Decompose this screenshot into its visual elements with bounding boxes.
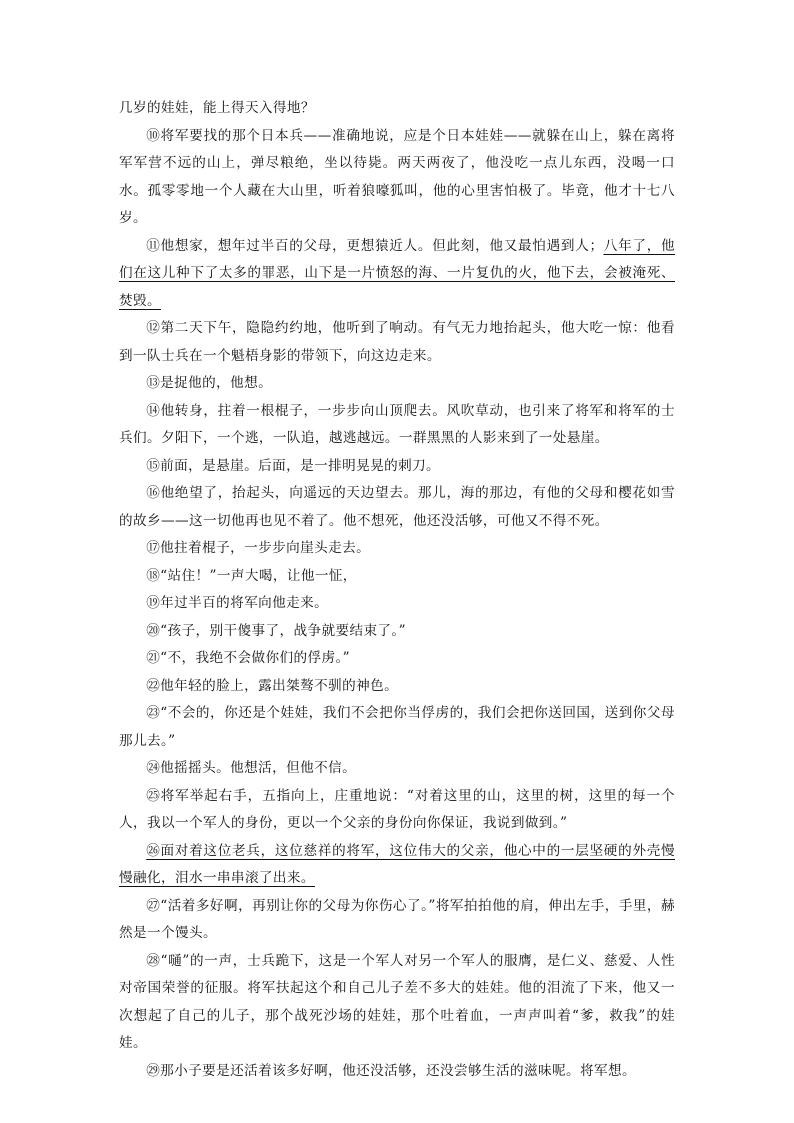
paragraph: ⑫第二天下午，隐隐约约地，他听到了响动。有气无力地抬起头，他大吃一惊：他看到一队士兵在一个魁梧身影的带领下，向这边走来。	[119, 320, 675, 364]
paragraph: ㉗“活着多好啊，再别让你的父母为你伤心了。”将军拍拍他的肩，伸出左手，手里，赫然是一个馒头。	[119, 897, 675, 941]
paragraph: ㉕将军举起右手，五指向上，庄重地说：“对着这里的山，这里的树，这里的每一个人，我以一个军人的身份，更以一个父亲的身份向你保证，我说到做到。”	[119, 787, 675, 831]
paragraph: ⑮前面，是悬崖。后面，是一排明晃晃的刺刀。	[146, 457, 441, 474]
paragraph	[119, 838, 675, 893]
paragraph: ⑳“孩子，别干傻事了，战争就要结束了。”	[146, 622, 406, 639]
paragraph: ㉘“嗵”的一声，士兵跪下，这是一个军人对另一个军人的服膺，是仁义、慈爱、人性对帝国荣誉的征服。将军扶起这个和自己儿子差不多大的娃娃。他的泪流了下来，他又一次想起了自己的儿子，那个战死沙场的娃娃，那个吐着血，一声声叫着“爹，救我”的娃娃。	[119, 952, 675, 1051]
paragraph: ⑲年过半百的将军向他走来。	[146, 595, 329, 611]
paragraph: 几岁的娃娃，能上得天入得地？	[119, 100, 315, 116]
paragraph: ⑱“站住！”一声大喝，让他一怔，	[146, 567, 357, 584]
article-body	[119, 95, 675, 1085]
paragraph: ⑪他想家，想年过半百的父母，更想猿近人。但此刻，他又最怕遇到人；八年了，他们在这儿种下了太多的罪恶，山下是一片愤怒的海、一片复仇的火，他下去，会被淹死、焚毁。	[119, 237, 675, 309]
paragraph: ⑭他转身，拄着一根棍子，一步步向山顶爬去。风吹草动，也引来了将军和将军的士兵们。夕阳下，一个逃，一队追，越逃越远。一群黑黑的人影来到了一处悬崖。	[119, 402, 675, 446]
paragraph: ⑩将军要找的那个日本兵——准确地说，应是个日本娃娃——就躲在山上，躲在离将军军营不远的山上，弹尽粮绝，坐以待毙。两天两夜了，他没吃一点儿东西，没喝一口水。孤零零地一个人藏在大山里，听着狼嚎狐叫，他的心里害怕极了。毕竟，他才十七八岁。	[119, 127, 675, 226]
paragraph: ㉔他摇摇头。他想活，但他不信。	[146, 760, 357, 776]
paragraph: ㉓“不会的，你还是个娃娃，我们不会把你当俘虏的，我们会把你送回国，送到你父母那儿去。”	[119, 705, 675, 749]
underlined-text: ㉖面对着这位老兵，这位慈祥的将军，这位伟大的父亲，他心中的一层坚硬的外壳慢慢融化，泪水一串串滚了出来。	[119, 842, 675, 886]
paragraph: ㉒他年轻的脸上，露出桀骜不驯的神色。	[146, 677, 399, 694]
paragraph: ㉑“不，我绝不会做你们的俘虏。”	[146, 650, 350, 666]
paragraph: ⑰他拄着棍子，一步步向崖头走去。	[146, 540, 371, 556]
underlined-text: 八年了，他们在这儿种下了太多的罪恶，山下是一片愤怒的海、一片复仇的火，他下去，会被淹死、焚毁。	[119, 237, 675, 309]
paragraph: ⑯他绝望了，抬起头，向遥远的天边望去。那儿，海的那边，有他的父母和樱花如雪的故乡——这一切他再也见不着了。他不想死，他还没活够，可他又不得不死。	[119, 485, 675, 529]
paragraph: ㉙那小子要是还活着该多好啊，他还没活够，还没尝够生活的滋味呢。将军想。	[146, 1062, 636, 1079]
paragraph: ⑬是捉他的，他想。	[146, 375, 273, 391]
